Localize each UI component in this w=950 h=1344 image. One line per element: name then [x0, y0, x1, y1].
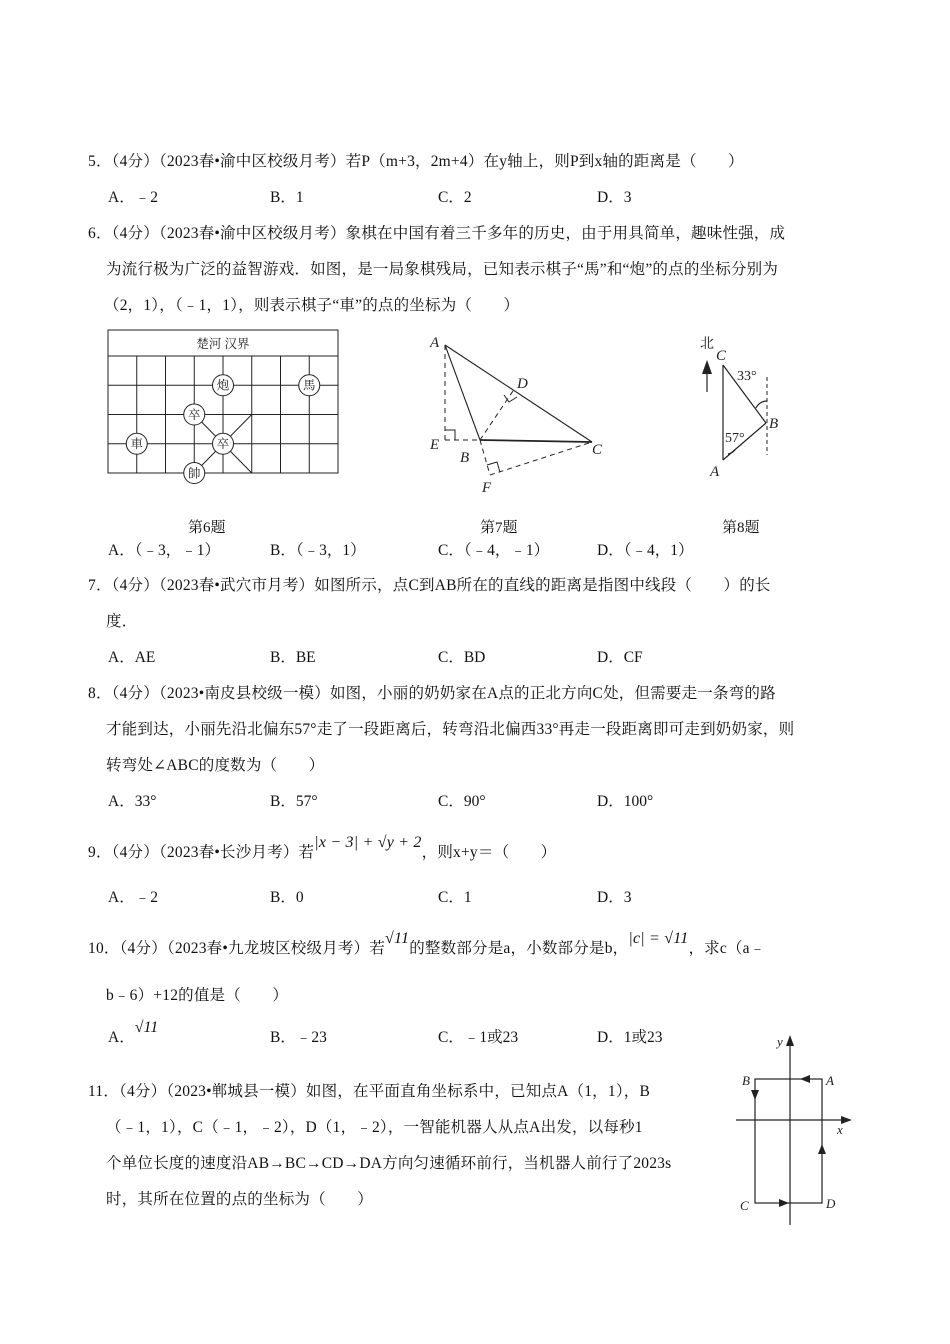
- y-axis-arrow-icon: [786, 1035, 794, 1046]
- point-b-label: B: [742, 1073, 750, 1088]
- north-label: 北: [700, 337, 714, 352]
- path-arrow-da-icon: [818, 1144, 826, 1154]
- q6-option-a[interactable]: A．（﹣3，﹣1）: [108, 542, 220, 559]
- q5-option-c[interactable]: C．2: [438, 189, 472, 206]
- q8-option-b[interactable]: B．57°: [270, 793, 318, 810]
- question-8-stem-line1: 8．（4分）（2023•南皮县校级一模）如图，小丽的奶奶家在A点的正北方向C处，但需要走一条弯的路: [88, 685, 776, 702]
- angle-33-label: 33°: [737, 369, 757, 384]
- piece-ma: 馬: [302, 378, 316, 393]
- q9-math-expression: |x − 3| + √y + 2: [314, 834, 422, 851]
- figure-8-caption: 第8题: [722, 520, 760, 536]
- q5-option-d[interactable]: D．3: [597, 189, 632, 206]
- figure-8-direction-triangle: [690, 330, 800, 485]
- question-11-stem-line2: （﹣1，1），C（﹣1，﹣2），D（1，﹣2），一智能机器人从点A出发，以每秒1: [106, 1119, 643, 1136]
- q8-option-d[interactable]: D．100°: [597, 793, 654, 810]
- point-a-label: A: [826, 1073, 834, 1088]
- point-a-label: A: [430, 335, 440, 351]
- q6-option-d[interactable]: D．（﹣4，1）: [597, 542, 694, 559]
- q10-sqrt11: √11: [385, 930, 410, 947]
- question-11-stem-line1: 11．（4分）（2023•郸城县一模）如图，在平面直角坐标系中，已知点A（1，1），B: [88, 1083, 651, 1100]
- q10-abs-c-expression: |c| = √11: [628, 930, 689, 947]
- q10-option-d[interactable]: D．1或23: [597, 1029, 663, 1046]
- figure-6-chess-board: [105, 328, 345, 490]
- point-c-label: C: [716, 348, 727, 364]
- question-6-stem-line3: （2，1），（﹣1，1），则表示棋子“車”的点的坐标为（ ）: [104, 297, 520, 314]
- question-11-stem-line4: 时，其所在位置的点的坐标为（ ）: [106, 1191, 373, 1208]
- path-arrow-cd-icon: [779, 1199, 789, 1207]
- q7-option-b[interactable]: B．BE: [270, 649, 316, 666]
- q7-option-c[interactable]: C．BD: [438, 649, 486, 666]
- point-b-label: B: [769, 416, 779, 432]
- q7-option-a[interactable]: A．AE: [108, 649, 156, 666]
- question-6-stem-line1: 6．（4分）（2023春•渝中区校级月考）象棋在中国有着三千多年的历史，由于用具简单，趣味性强，成: [88, 225, 786, 242]
- question-8-stem-line2: 才能到达，小丽先沿北偏东57°走了一段距离后，转弯沿北偏西33°再走一段距离即可走到奶奶家，则: [106, 721, 795, 738]
- q6-option-c[interactable]: C．（﹣4，﹣1）: [438, 542, 550, 559]
- point-c-label: C: [592, 442, 603, 458]
- figure-7-caption: 第7题: [480, 520, 518, 536]
- point-e-label: E: [430, 437, 440, 453]
- q9-option-d[interactable]: D．3: [597, 889, 632, 906]
- river-label: 楚河 汉界: [196, 337, 250, 351]
- point-d-label: D: [826, 1196, 836, 1211]
- piece-zu-2: 卒: [216, 437, 230, 451]
- point-d-label: D: [517, 376, 528, 392]
- figure-11-coordinate-path: [730, 1030, 860, 1230]
- point-f-label: F: [482, 480, 492, 496]
- question-9-stem: 9．（4分）（2023春•长沙月考）若|x − 3| + √y + 2，则x+y＝（ ）: [88, 834, 557, 861]
- figure-7-triangle: [420, 330, 620, 500]
- x-axis-label: x: [837, 1122, 843, 1137]
- question-7-stem-line1: 7．（4分）（2023春•武穴市月考）如图所示，点C到AB所在的直线的距离是指图中线段（ ）的长: [88, 577, 771, 594]
- q8-option-c[interactable]: C．90°: [438, 793, 486, 810]
- y-axis-label: y: [777, 1034, 783, 1049]
- q10-option-a[interactable]: A．√11: [108, 1019, 159, 1046]
- q6-option-b[interactable]: B．（﹣3，1）: [270, 542, 366, 559]
- path-arrow-ab-icon: [800, 1075, 810, 1083]
- figure-6-caption: 第6题: [188, 520, 226, 536]
- north-arrow-icon: [702, 360, 712, 374]
- question-8-stem-line3: 转弯处∠ABC的度数为（ ）: [106, 757, 325, 774]
- question-10-stem-line1: 10．（4分）（2023春•九龙坡区校级月考）若√11的整数部分是a，小数部分是b，|c| = √11，求c（a﹣: [88, 930, 766, 957]
- path-arrow-bc-icon: [751, 1090, 759, 1100]
- piece-pao: 炮: [216, 378, 230, 393]
- q10-option-c[interactable]: C．﹣1或23: [438, 1029, 519, 1046]
- q10-option-b[interactable]: B．﹣23: [270, 1029, 327, 1046]
- q9-option-c[interactable]: C．1: [438, 889, 472, 906]
- piece-ju: 車: [130, 437, 144, 451]
- q9-option-a[interactable]: A．﹣2: [108, 889, 158, 906]
- angle-57-label: 57°: [725, 431, 745, 446]
- q9-option-b[interactable]: B．0: [270, 889, 304, 906]
- point-b-label: B: [460, 450, 470, 466]
- q7-option-d[interactable]: D．CF: [597, 649, 643, 666]
- q8-option-a[interactable]: A．33°: [108, 793, 157, 810]
- question-6-stem-line2: 为流行极为广泛的益智游戏．如图，是一局象棋残局，已知表示棋子“馬”和“炮”的点的坐标分别为: [106, 261, 779, 278]
- piece-shuai: 帥: [187, 466, 201, 481]
- point-c-label: C: [740, 1198, 749, 1213]
- q5-option-b[interactable]: B．1: [270, 189, 304, 206]
- q5-option-a[interactable]: A．﹣2: [108, 189, 158, 206]
- question-7-stem-line2: 度．: [106, 613, 138, 630]
- question-10-stem-line2: b﹣6）+12的值是（ ）: [106, 987, 289, 1004]
- question-11-stem-line3: 个单位长度的速度沿AB→BC→CD→DA方向匀速循环前行，当机器人前行了2023s: [106, 1155, 672, 1172]
- point-a-label: A: [710, 464, 720, 480]
- piece-zu-1: 卒: [187, 407, 201, 422]
- question-5-stem: 5．（4分）（2023春•渝中区校级月考）若P（m+3，2m+4）在y轴上，则P到x轴的距离是（ ）: [88, 153, 744, 170]
